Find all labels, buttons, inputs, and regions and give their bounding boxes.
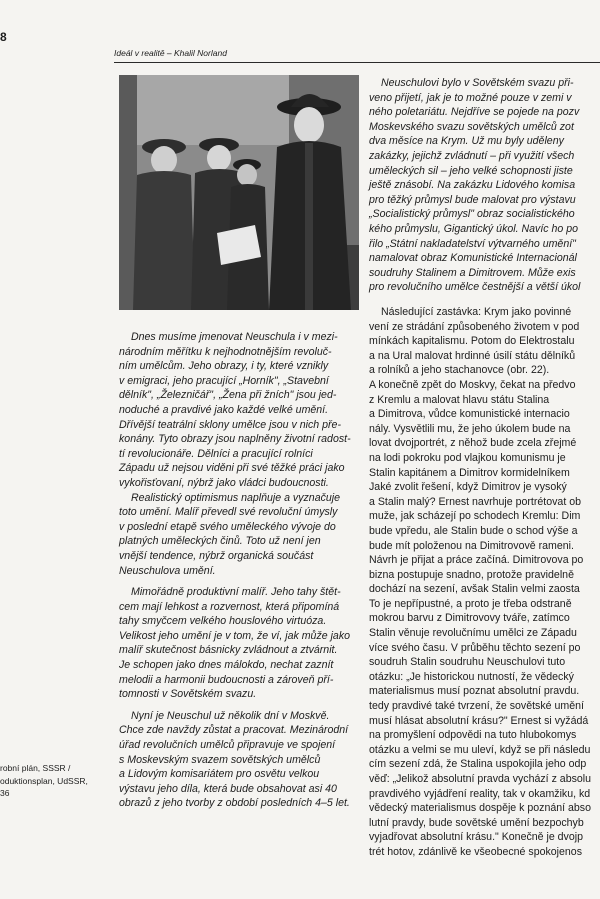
text-line: dělník", „Železničář", „Žena při žních" jsou jed- [119, 389, 337, 402]
text-line: A konečně zpět do Moskvy, čekat na předvo [369, 378, 576, 391]
text-line: a Stalin malý? Ernest navrhuje portrétovat ob [369, 495, 581, 508]
text-line: zakázky, jejichž zvládnutí – při využití všech [369, 149, 575, 162]
text-line: národním měřítku k nejhodnotnějším revoluč- [119, 345, 332, 358]
text-line: noduché a pravdivé jako každé velké umění. [119, 403, 329, 416]
text-line: Je schopen jako dnes málokdo, nechat zaznít [119, 659, 334, 672]
text-line: otázku: „Je historickou nutností, že vědecký [369, 670, 574, 683]
text-line: dochází na sezení, avšak Stalin velmi zaosta [369, 583, 580, 596]
text-line: namalovat obraz Komunistické Internacionál [369, 252, 577, 265]
image-caption [0, 762, 88, 800]
text-line: lutní pravdy, bude sovětské umění bezpochyb [369, 816, 584, 829]
text-line: na promyšlení odpovědi na tuto hlubokomys [369, 729, 577, 742]
text-line: melodii a harmonii budoucnosti a zároveň pří- [119, 673, 334, 686]
text-line: Neuschulovi bylo v Sovětském svazu při- [381, 77, 574, 89]
text-line: z Kremlu a malovat hlavu státu Stalina [369, 393, 550, 406]
text-line: otázku a velmi se mu uleví, když se při následu [369, 743, 591, 756]
caption-line: oduktionsplan, UdSSR, [0, 775, 88, 786]
text-line: bude mít položenou na Dimitrovově rameni. [369, 539, 574, 552]
text-line: Následující zastávka: Krym jako povinné [381, 306, 572, 318]
text-line: Neuschulova umění. [119, 564, 216, 577]
text-line: tí revolucionáře. Dělníci a pracující rolníci [119, 447, 313, 460]
text-line: v poslední etapě svého uměleckého vývoje do [119, 520, 336, 533]
text-line: obrazů z jeho tvorby z období posledních 4–5 let. [119, 797, 350, 810]
text-line: dva měsíce na Krym. Už mu byly uděleny [369, 135, 564, 148]
text-line: pro revolučního umělce čestnější a větší úkol [369, 281, 581, 294]
text-line: ného poletariátu. Nejdříve se pojede na pozv [369, 106, 580, 119]
photograph [119, 75, 359, 310]
text-line: Jaké zvolit řešení, když Dimitrov je vysoký [369, 481, 567, 494]
text-line: uměleckých sil – jeho velké schopnosti jiste [369, 164, 573, 177]
text-line: bizna postupuje snadno, protože pravidelně [369, 568, 574, 581]
text-line: tedy pravdivé také tvrzení, že sovětské umění [369, 700, 584, 713]
text-line: Realistický optimismus naplňuje a vyznačuje [131, 491, 341, 504]
text-line: Velikost jeho umění je v tom, že ví, jak může jako [119, 629, 351, 642]
text-line: konány. Tyto obrazy jsou naplněny životní radost- [119, 433, 351, 446]
text-line: platných uměleckých činů. Toto už není jen [119, 535, 321, 548]
running-head: Ideál v realitě – Khalil Norland [114, 48, 600, 63]
text-line: bude vpředu, ale Stalin bude o schod výše a [369, 524, 578, 537]
text-line: mokrou barvu z Dimitrovovy tváře, zatímco [369, 612, 570, 625]
text-line: pravdivého vyjádření reality, tak v okamžiku, kd [369, 787, 591, 800]
text-line: lovat dvojportrét, z něhož bude zcela zřejmé [369, 437, 577, 450]
text-line: To je nepřípustné, a proto je třeba odstraně [369, 597, 572, 610]
text-line: na lodi pokroku pod vlajkou komunismu je [369, 451, 566, 464]
text-line: Dnes musíme jmenovat Neuschula i v mezi- [131, 331, 338, 343]
text-line: Moskevského svazu sovětských umělců zot [369, 120, 574, 133]
text-line: v emigraci, jeho pracující „Horník", „Stavební [119, 374, 329, 387]
text-line: Mimořádně produktivní malíř. Jeho tahy štět- [131, 586, 341, 599]
text-line: výstavu jeho díla, která bude obsahovat asi 40 [119, 782, 337, 795]
text-line: nály. Vysvětlili mu, že jeho úkolem bude na [369, 422, 571, 435]
text-line: kého průmyslu, Gigantický úkol. Navíc ho po [369, 222, 579, 235]
text-line: vědecký materialismus dospěje k poznání abso [369, 802, 591, 815]
text-line: soudruh Stalin soudruhu Neuschulovi tuto [369, 656, 566, 669]
text-line: a rolníků a jeho stachanovce (obr. 22). [369, 364, 550, 377]
text-line: vení ze strádání způsobeného životem v pod [369, 320, 580, 333]
text-line: Nyní je Neuschul už několik dní v Moskvě. [131, 709, 330, 722]
text-line: úřad revolučních umělců připravuje ve spojení [119, 739, 336, 752]
text-line: Stalin kapitánem a Dimitrov kormidelníkem [369, 466, 570, 479]
page-number: 8 [0, 30, 7, 44]
text-line: tahy smyčcem velkého houslového virtuóza. [119, 615, 327, 628]
text-line: a Dimitrova, vůdce komunistické internacio [369, 408, 570, 421]
text-line: Chce zde navždy zůstat a pracovat. Mezinárodní [119, 724, 349, 737]
right-column-top [369, 76, 580, 295]
text-line: vykořisťovaní, nýbrž jako vládci budoucnosti. [119, 476, 329, 489]
text-line: toto umění. Malíř převedl své revoluční úmysly [119, 506, 338, 519]
text-line: vnější tendence, nýbrž organická součást [119, 549, 314, 562]
text-line: „Socialistický průmysl" obraz socialistického [369, 208, 575, 221]
caption-line: 36 [0, 788, 10, 799]
text-line: cím sezení zdá, že Stalina uspokojila jeho odp [369, 758, 587, 771]
text-line: cem mají lehkost a rozvernost, která připomíná [119, 600, 340, 613]
text-line: ním umělcům. Jeho obrazy, i ty, které vznikly [119, 360, 329, 373]
text-line: materialismus musí poznat absolutní pravdu. [369, 685, 580, 698]
text-line: s Moskevským svazem sovětských umělců [119, 753, 321, 766]
text-line: malíř skutečnost básnicky zvládnout a ztvárnit. [119, 644, 338, 657]
right-column-bottom [369, 305, 591, 860]
text-line: trét hotov, zdánlivě ke všeobecné spokojenos [369, 845, 582, 858]
text-line: více svého času. V průběhu těchto sezení po [369, 641, 581, 654]
caption-line: robní plán, SSSR / [0, 763, 71, 773]
text-line: tomnosti v Sovětském svazu. [119, 688, 257, 701]
text-line: Stalin věnuje revolučnímu umělci ze Západu [369, 627, 577, 640]
text-line: Dřívější teatrální sklony umělce jsou v nich pře- [119, 418, 341, 431]
text-line: a na Ural malovat hrdinné úsilí státu dělníků [369, 349, 576, 362]
text-line: muže, jak scházejí po schodech Kremlu: Dim [369, 510, 581, 523]
text-line: pro těžký průmysl bude malovat pro výstavu [369, 193, 576, 206]
text-line: věď: „Jelikož absolutní pravda vychází z absolu [369, 773, 592, 785]
text-line: vyjadřovat absolutní krásu." Konečně je dvojp [369, 831, 583, 844]
text-line: a Lidovým komisariátem pro osvětu velkou [119, 768, 320, 781]
text-line: veno přijetí, jak je to možné pouze v zemi v [369, 91, 572, 104]
left-column [119, 330, 351, 811]
text-line: Návrh je přijat a práce začíná. Dimitrovova po [369, 554, 584, 567]
text-line: ještě znásobí. Na zakázku Lidového komisa [369, 179, 576, 192]
text-line: Západu už nejsou viděni při své těžké práci jako [119, 462, 345, 475]
text-line: řilo „Státní nakladatelství výtvarného umění" [369, 237, 576, 250]
text-line: musí hlásat absolutní krásu?" Ernest si vyžádá [369, 714, 589, 727]
text-line: mínkách kapitalismu. Potom do Elektrostalu [369, 335, 575, 348]
text-line: soudruhy Stalinem a Dimitrovem. Může exis [369, 266, 576, 279]
